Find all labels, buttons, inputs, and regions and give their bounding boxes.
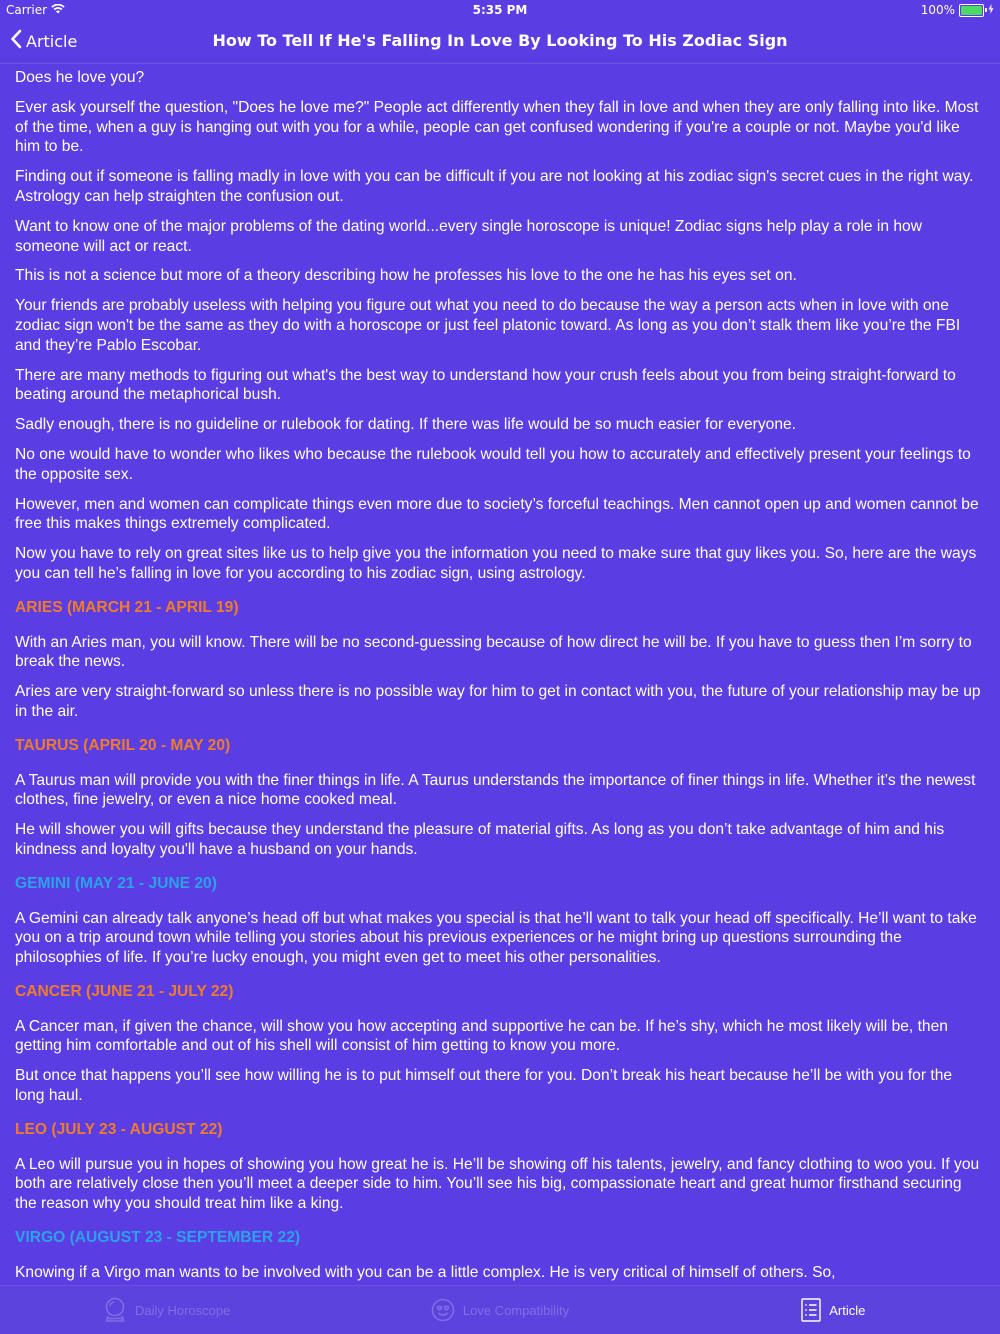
tab-daily-horoscope[interactable]	[0, 1286, 333, 1334]
article-paragraph: He will shower you will gifts because they understand the pleasure of material gifts. As long as you don’t take advantage of him and his kindness and loyalty you'll have a husband on your hands.	[15, 821, 945, 858]
battery-percent: 100%	[920, 3, 955, 17]
article-body	[0, 64, 1000, 1283]
battery-icon	[959, 4, 984, 17]
article-paragraph: A Taurus man will provide you with the finer things in life. A Taurus understands the importance of finer things in life. Whether it’s the newest clothes, fine jewelry, or even a nice home cooked meal.	[15, 771, 976, 809]
section-heading-virgo: VIRGO (AUGUST 23 - SEPTEMBER 22)	[15, 1229, 301, 1247]
article-paragraph: Your friends are probably useless with helping you figure out what you need to do because the way a person acts when in love with one zodiac sign won't be the same as they do with a horoscope or just feel platonic toward. As long as you don’t stalk them like you’re the FBI and they’re Pablo Escobar.	[15, 297, 961, 354]
tab-label: Article	[829, 1302, 866, 1318]
status-time: 5:35 PM	[472, 3, 528, 17]
section-heading-gemini: GEMINI (MAY 21 - JUNE 20)	[15, 874, 217, 892]
tab-label: Love Compatibility	[462, 1302, 570, 1318]
article-paragraph: There are many methods to figuring out what's the best way to understand how your crush feels about you from being straight-forward to beating around the metaphorical bush.	[15, 366, 956, 404]
page-title: How To Tell If He's Falling In Love By Looking To His Zodiac Sign	[212, 31, 788, 50]
article-paragraph: However, men and women can complicate things even more due to society’s forceful teachings. Men cannot open up and women cannot be free this makes things extremely complicated.	[15, 495, 979, 533]
tab-label: Daily Horoscope	[134, 1302, 231, 1318]
section-heading-taurus: TAURUS (APRIL 20 - MAY 20)	[15, 736, 231, 754]
article-paragraph: Knowing if a Virgo man wants to be involved with you can be a little complex. He is very critical of himself of others. So,	[15, 1263, 836, 1281]
article-paragraph: Aries are very straight-forward so unless there is no possible way for him to get in contact with you, the future of your relationship may be up in the air.	[15, 683, 981, 720]
article-paragraph: Ever ask yourself the question, "Does he love me?" People act differently when they fall in love and when they are only falling into like. Most of the time, when a guy is hanging out with you for a while, people can get confused wondering if you're a couple or not. Maybe you'd like him to be.	[15, 98, 979, 156]
article-paragraph: A Gemini can already talk anyone’s head off but what makes you special is that he’ll want to talk your head off specifically. He’ll want to take you on a trip around town while telling you stories about his previous experiences or he might bring up questions surrounding the philosophies of life. If you’re lucky enough, you might even get to meet his other personalities.	[15, 909, 977, 967]
section-heading-aries: ARIES (MARCH 21 - APRIL 19)	[15, 598, 239, 616]
love-face-icon	[431, 1298, 455, 1322]
article-paragraph: With an Aries man, you will know. There will be no second-guessing because of how direct he will be. If you have to guess then I’m sorry to break the news.	[15, 633, 972, 671]
article-paragraph: No one would have to wonder who likes who because the rulebook would tell you how to accurately and effectively present your feelings to the opposite sex.	[15, 445, 971, 483]
navigation-bar	[0, 22, 1000, 64]
status-bar	[0, 0, 1000, 22]
section-heading-cancer: CANCER (JUNE 21 - JULY 22)	[15, 982, 234, 1000]
article-paragraph: A Leo will pursue you in hopes of showing you how great he is. He’ll be showing off his talents, jewelry, and fancy clothing to woo you. If you both are relatively close then you’ll meet a deeper side to him. You’ll see his big, compassionate heart and great humor firsthand securing the reason why you should treat him like a king.	[15, 1155, 980, 1213]
tab-love-compatibility[interactable]	[333, 1286, 666, 1334]
article-paragraph: Sadly enough, there is no guideline or rulebook for dating. If there was life would be so much easier for everyone.	[15, 416, 797, 434]
article-paragraph: A Cancer man, if given the chance, will show you how accepting and supportive he can be. If he’s shy, which he most likely will be, then getting him comfortable and out of his shell will consist of him getting to know you more.	[15, 1017, 948, 1055]
crystal-ball-icon	[103, 1297, 127, 1323]
section-heading-leo: LEO (JULY 23 - AUGUST 22)	[15, 1120, 223, 1138]
article-paragraph: Now you have to rely on great sites like us to help give you the information you need to make sure that guy likes you. So, here are the ways you can tell he’s falling in love for you according to his zodiac sign, using astrology.	[15, 545, 977, 582]
charging-bolt-icon	[988, 3, 994, 17]
article-paragraph: Want to know one of the major problems of the dating world...every single horoscope is unique! Zodiac signs help play a role in how someone will act or react.	[15, 217, 922, 255]
article-scroll-view[interactable]	[0, 64, 1000, 1286]
article-paragraph: Does he love you?	[15, 69, 145, 86]
article-icon	[801, 1298, 821, 1322]
article-paragraph: This is not a science but more of a theory describing how he professes his love to the one he has his eyes set on.	[15, 267, 797, 285]
article-paragraph: But once that happens you’ll see how willing he is to put himself out there for you. Don’t break his heart because he’ll be with you for the long haul.	[15, 1067, 953, 1105]
back-button-label: Article	[26, 31, 78, 51]
tab-article[interactable]	[667, 1286, 1000, 1334]
tab-bar	[0, 1285, 1000, 1334]
carrier-label: Carrier	[6, 3, 48, 17]
status-battery	[921, 3, 994, 17]
article-paragraph: Finding out if someone is falling madly in love with you can be difficult if you are not looking at his zodiac sign's secret cues in the right way. Astrology can help straighten the confusion out.	[15, 168, 974, 205]
